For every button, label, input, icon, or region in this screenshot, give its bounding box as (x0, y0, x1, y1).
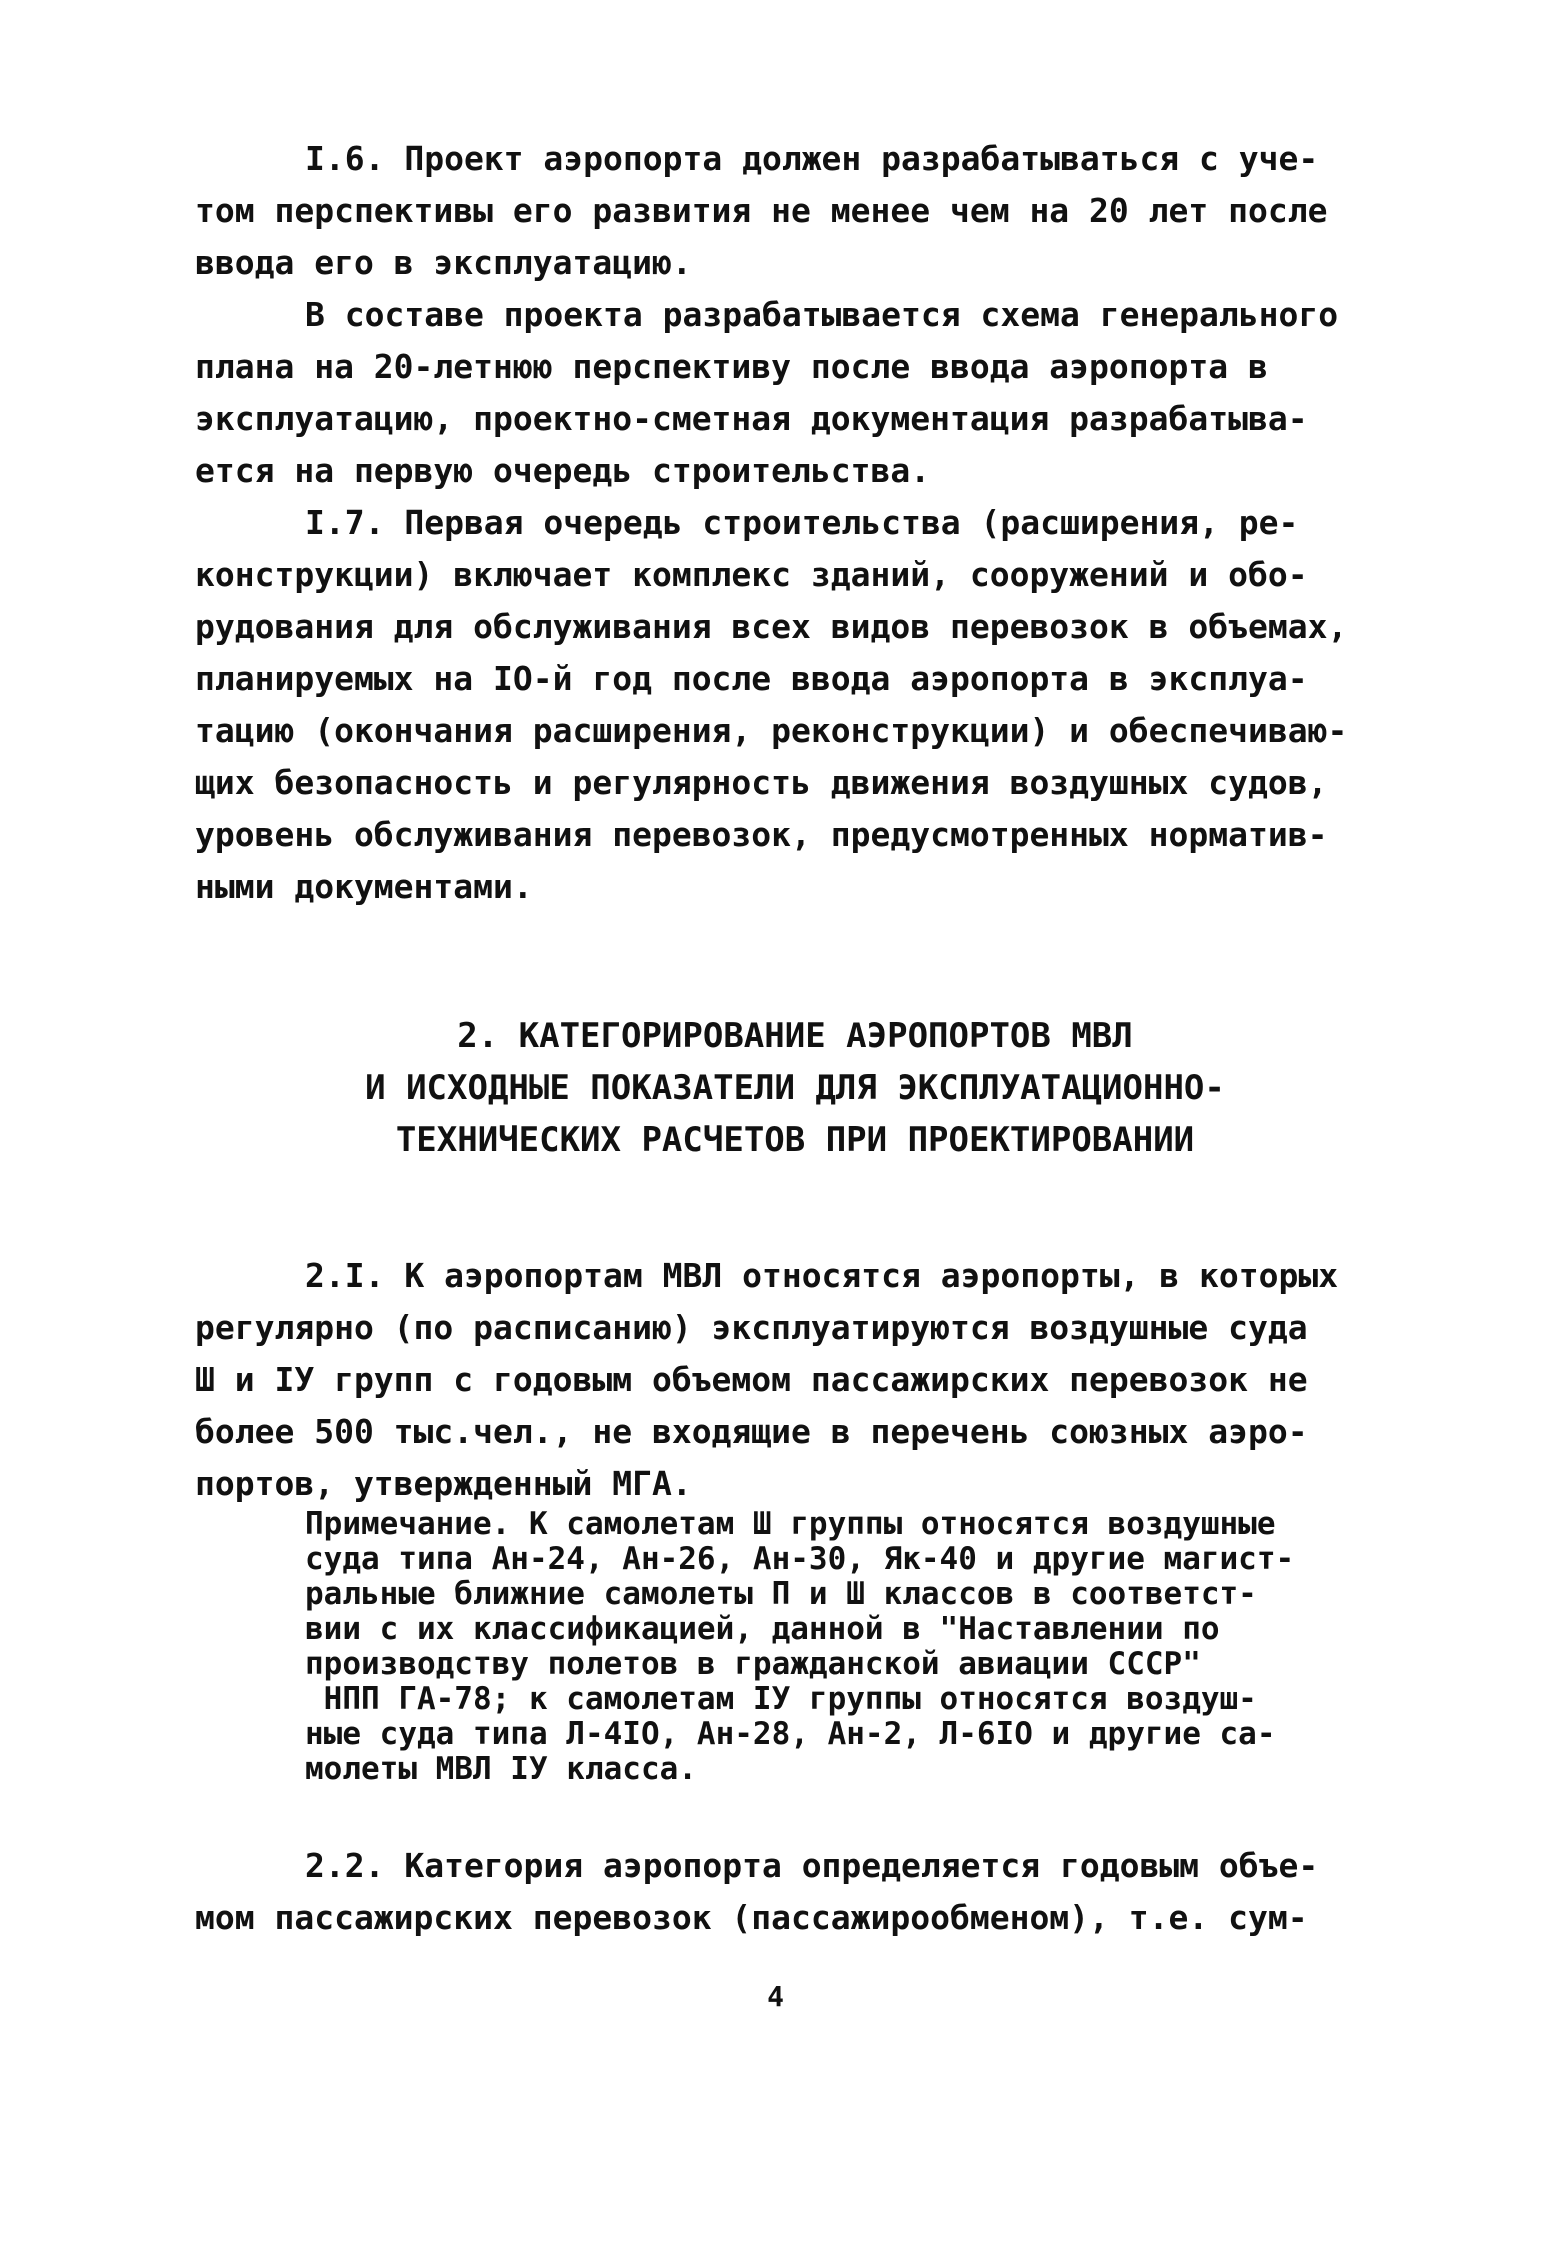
text-line: планируемых на IO-й год после ввода аэропорта в эксплуа- (195, 659, 1308, 698)
text-line: регулярно (по расписанию) эксплуатируются воздушные суда (195, 1308, 1308, 1347)
note-line: ные суда типа Л-4IO, Ан-28, Ан-2, Л-6IO и другие са- (305, 1716, 1276, 1752)
text-line: 2.2. Категория аэропорта определяется годовым объе- (305, 1846, 1319, 1885)
note-line: вии с их классификацией, данной в "Наставлении по (305, 1611, 1220, 1647)
note-block (305, 1507, 1375, 1787)
paragraph-1-6 (195, 133, 1395, 289)
text-line: конструкции) включает комплекс зданий, сооружений и обо- (195, 555, 1308, 594)
text-line: уровень обслуживания перевозок, предусмотренных норматив- (195, 815, 1328, 854)
text-line: плана на 20-летнюю перспективу после ввода аэропорта в (195, 347, 1268, 386)
text-line: мом пассажирских перевозок (пассажирообменом), т.е. сум- (195, 1898, 1308, 1937)
heading-line: ТЕХНИЧЕСКИХ РАСЧЕТОВ ПРИ ПРОЕКТИРОВАНИИ (395, 1120, 1195, 1160)
text-line: рудования для обслуживания всех видов перевозок в объемах, (195, 607, 1348, 646)
text-line: ввода его в эксплуатацию. (195, 243, 692, 282)
note-line: суда типа Ан-24, Ан-26, Ан-30, Як-40 и другие магист- (305, 1541, 1295, 1577)
text-line: 2.I. К аэропортам МВЛ относятся аэропорты, в которых (305, 1256, 1339, 1295)
text-line: более 500 тыс.чел., не входящие в перечень союзных аэро- (195, 1412, 1308, 1451)
note-line: производству полетов в гражданской авиации СССР" (305, 1646, 1201, 1682)
note-line: НПП ГА-78; к самолетам IУ группы относятся воздуш- (305, 1681, 1257, 1717)
paragraph-1-6-b (195, 289, 1395, 497)
note-line: молеты МВЛ IУ класса. (305, 1751, 697, 1787)
paragraph-1-7 (195, 497, 1395, 913)
text-line: ется на первую очередь строительства. (195, 451, 931, 490)
text-line: ными документами. (195, 867, 533, 906)
text-line: тацию (окончания расширения, реконструкции) и обеспечиваю- (195, 711, 1348, 750)
text-line: эксплуатацию, проектно-сметная документация разрабатыва- (195, 399, 1308, 438)
page-number: 4 (767, 1980, 784, 2013)
text-line: I.7. Первая очередь строительства (расширения, ре- (305, 503, 1299, 542)
paragraph-2-1 (195, 1250, 1395, 1510)
text-line: щих безопасность и регулярность движения воздушных судов, (195, 763, 1328, 802)
heading-line: И ИСХОДНЫЕ ПОКАЗАТЕЛИ ДЛЯ ЭКСПЛУАТАЦИОННО- (365, 1068, 1225, 1108)
text-line: I.6. Проект аэропорта должен разрабатываться с уче- (305, 139, 1319, 178)
heading-line: 2. КАТЕГОРИРОВАНИЕ АЭРОПОРТОВ МВЛ (457, 1016, 1133, 1056)
text-line: Ш и IУ групп с годовым объемом пассажирских перевозок не (195, 1360, 1308, 1399)
text-line: В составе проекта разрабатывается схема генерального (305, 295, 1339, 334)
note-line: Примечание. К самолетам Ш группы относятся воздушные (305, 1506, 1276, 1542)
paragraph-2-2 (195, 1840, 1395, 1944)
text-line: портов, утвержденный МГА. (195, 1464, 692, 1503)
section-heading-2 (195, 1010, 1395, 1166)
text-line: том перспективы его развития не менее чем на 20 лет после (195, 191, 1328, 230)
note-line: ральные ближние самолеты П и Ш классов в соответст- (305, 1576, 1257, 1612)
